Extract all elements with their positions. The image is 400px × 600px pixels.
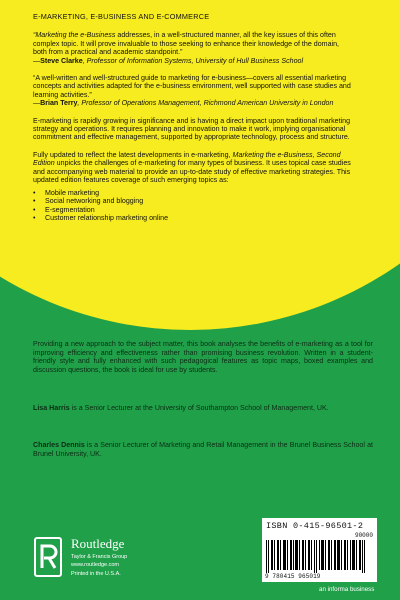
isbn-text: ISBN 0-415-96501-2	[266, 521, 364, 531]
book-title-inline: Marketing the e-Business, Second Edition	[33, 150, 341, 168]
update-paragraph: Fully updated to reflect the latest developments in e-marketing, Marketing the e-Business, Second Edition unpicks the challenges of e-marketing for many types of business. It uses topical case studies and accompanying web material to provide an up-to-date study of effective marketing strategies. This updated edition features coverage of such emerging topics as:	[33, 150, 351, 185]
topics-list	[33, 189, 351, 223]
printed-in: Printed in the U.S.A.	[71, 571, 121, 577]
quote-2-name: Brian Terry	[40, 99, 78, 108]
quote-2-role: , Professor of Operations Management, Richmond American University in London	[77, 99, 334, 108]
topic-item: • Social networking and blogging	[33, 197, 351, 206]
topic-item: • Mobile marketing	[33, 189, 351, 198]
quote-1-text: addresses, in a well-structured manner, all the key issues of this often complex topic. It will prove invaluable to those seeking to enhance their knowledge of the domain, both from a practical and academic standpoint.”	[33, 31, 340, 57]
publisher-name: Routledge	[71, 536, 125, 551]
quote-2-text: “A well-written and well-structured guide to marketing for e-business—covers all essential marketing concepts and activities adapted for the e-business environment, well supported with case studies and learning activities.”	[33, 74, 351, 99]
quote-1-role: , Professor of Information Systems, University of Hull Business School	[82, 56, 304, 65]
publisher-group: Taylor & Francis Group	[71, 554, 128, 560]
review-quote-1	[33, 31, 351, 65]
informa-tagline: an informa business	[319, 586, 375, 593]
author-2-name: Charles Dennis	[33, 441, 85, 449]
intro-paragraph: E-marketing is rapidly growing in significance and is having a direct impact upon traditional marketing strategy and operations. It requires planning and innovation to make it work, implying organisational commitment and effective management, supported by appropriate technology, process and structure.	[33, 116, 351, 142]
author-bio-2: Charles Dennis is a Senior Lecturer of Marketing and Retail Management in the Brunel Business School at Brunel University, UK.	[33, 441, 373, 458]
author-1-name: Lisa Harris	[33, 404, 70, 412]
barcode-digits: 9 780415 965019	[265, 573, 321, 580]
barcode-panel	[262, 518, 377, 582]
routledge-r-icon	[33, 537, 63, 577]
quote-2-attribution: —Brian Terry, Professor of Operations Management, Richmond American University in London	[33, 99, 334, 108]
topic-item: • Customer relationship marketing online	[33, 214, 351, 223]
review-quote-2	[33, 74, 351, 108]
quote-1-title: “Marketing the e-Business	[33, 31, 116, 40]
series-title: E-MARKETING, E-BUSINESS AND E-COMMERCE	[33, 12, 210, 21]
author-bio-1: Lisa Harris is a Senior Lecturer at the University of Southampton School of Management, UK.	[33, 404, 329, 412]
topic-item: • E-segmentation	[33, 206, 351, 215]
quote-1-name: Steve Clarke	[40, 56, 83, 65]
publisher-logo	[33, 536, 153, 588]
price-code: 90000	[354, 532, 373, 539]
quote-1-attribution: —Steve Clarke, Professor of Information Systems, University of Hull Business School	[33, 56, 304, 65]
barcode-graphic	[266, 540, 373, 573]
approach-paragraph: Providing a new approach to the subject matter, this book analyses the benefits of e-marketing as a tool for improving efficiency and effectiveness rather than promising business revolution. Written in a student-friendly style and fully enhanced with such pedagogical features as topic maps, boxed examples and discussion questions, the book is ideal for use by students.	[33, 340, 373, 374]
upper-text-block	[33, 13, 351, 223]
publisher-url: www.routledge.com	[71, 562, 119, 568]
